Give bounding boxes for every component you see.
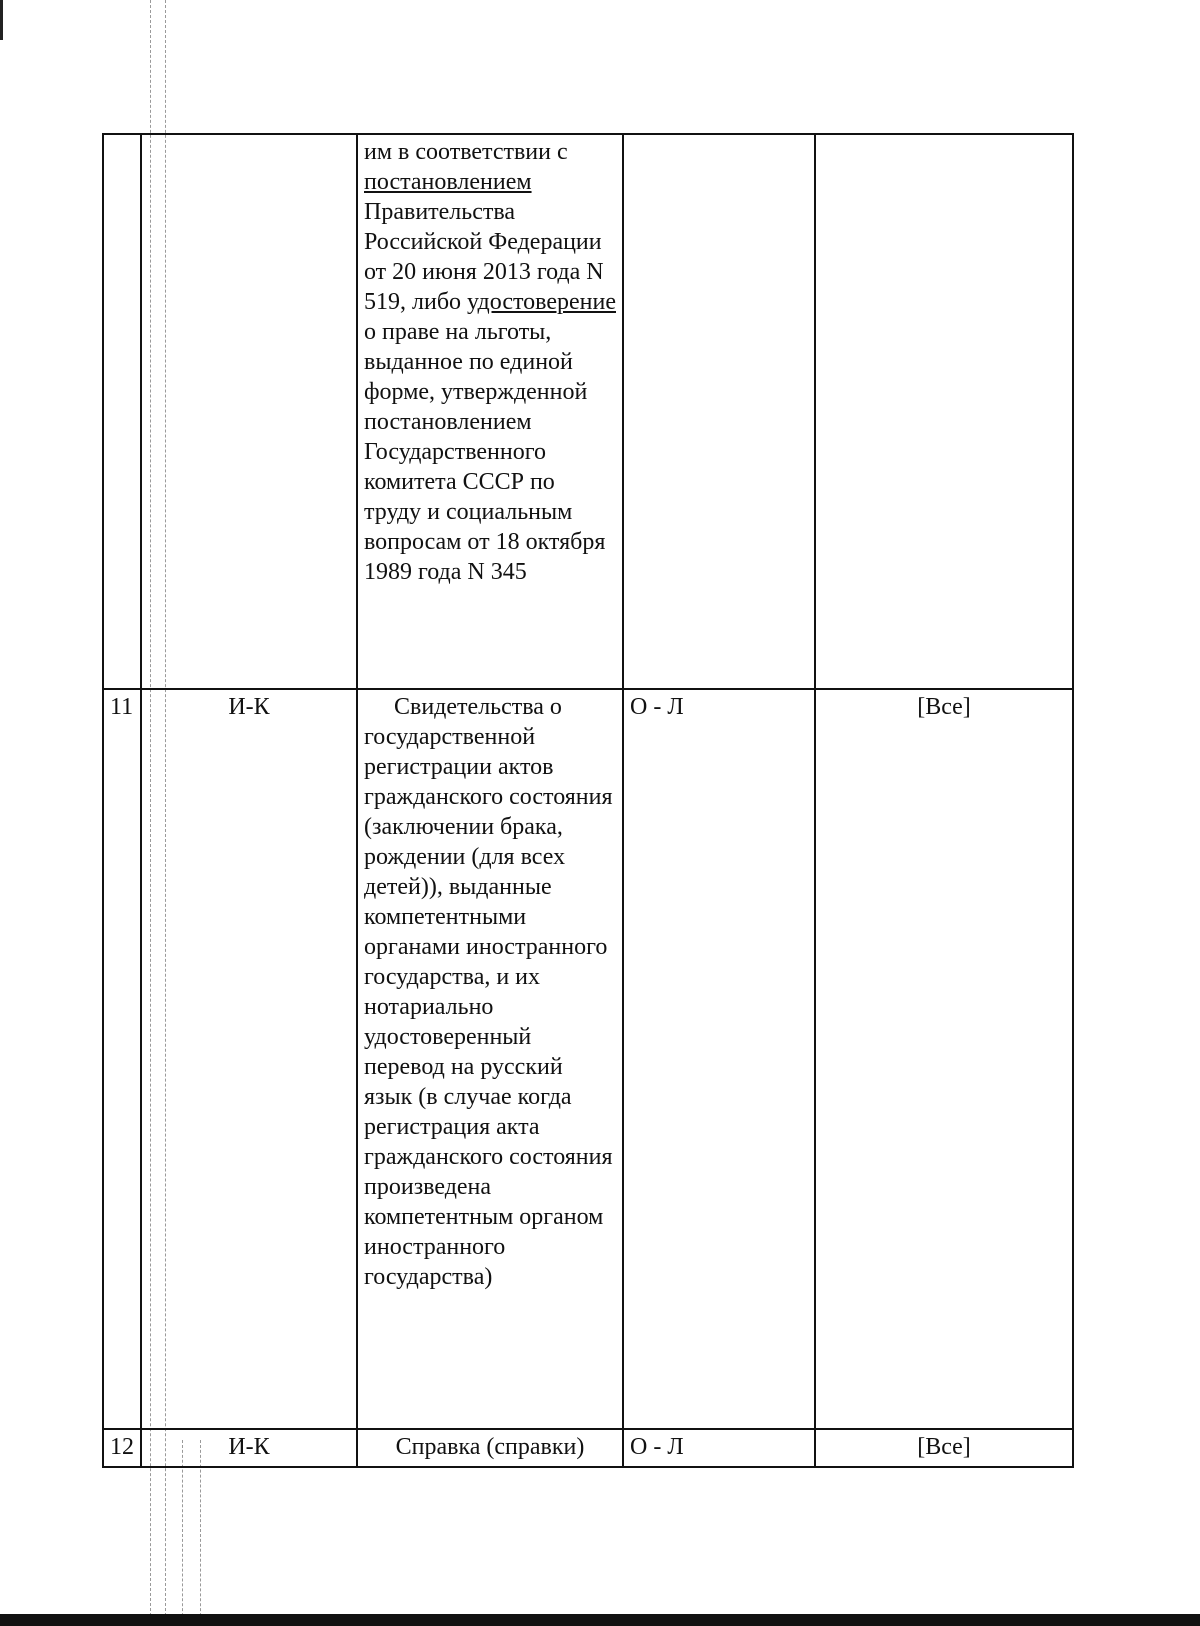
row-type-cell: О - Л [623, 1429, 815, 1467]
row-type-cell: О - Л [623, 689, 815, 1429]
row-number-cell: 12 [103, 1429, 141, 1467]
document-link[interactable]: постановлением [364, 169, 532, 195]
table-row [103, 1429, 1073, 1467]
row-code-cell [141, 134, 357, 689]
row-text-part: им в соответствии с [364, 139, 568, 165]
row-text-part: о праве на льготы, выданное по единой форме, утвержденной постановлением Государственного комитета СССР по труду и социальным вопросам от 18 октября 1989 года N 345 [364, 319, 606, 585]
document-link[interactable]: удостоверение [467, 289, 616, 315]
row-text: Свидетельства о государственной регистрации актов гражданского состояния (заключении брака, рождении (для всех детей)), выданные компетентными органами иностранного государства, и их нотариально удостоверенный перевод на русский язык (в случае когда регистрация акта гражданского состояния произведена компетентным органом иностранного государства) [364, 694, 613, 1290]
row-number-cell: 11 [103, 689, 141, 1429]
row-text-part: Правительства Российской Федерации от 20 июня 2013 года N 519, либо [364, 199, 604, 315]
row-type-cell [623, 134, 815, 689]
row-who-cell [815, 134, 1073, 689]
row-text-cell [357, 1429, 623, 1467]
scan-bottom-edge [0, 1614, 1200, 1626]
row-number-cell [103, 134, 141, 689]
row-text-cell [357, 689, 623, 1429]
documents-table [102, 133, 1074, 1468]
table-row-continuation [103, 134, 1073, 689]
row-text: Справка (справки) [395, 1434, 585, 1460]
row-who-cell: [Все] [815, 689, 1073, 1429]
row-code-cell: И-К [141, 689, 357, 1429]
table-row [103, 689, 1073, 1429]
row-code-cell: И-К [141, 1429, 357, 1467]
row-text-cell [357, 134, 623, 689]
row-who-cell: [Все] [815, 1429, 1073, 1467]
scan-edge-mark [0, 0, 3, 40]
